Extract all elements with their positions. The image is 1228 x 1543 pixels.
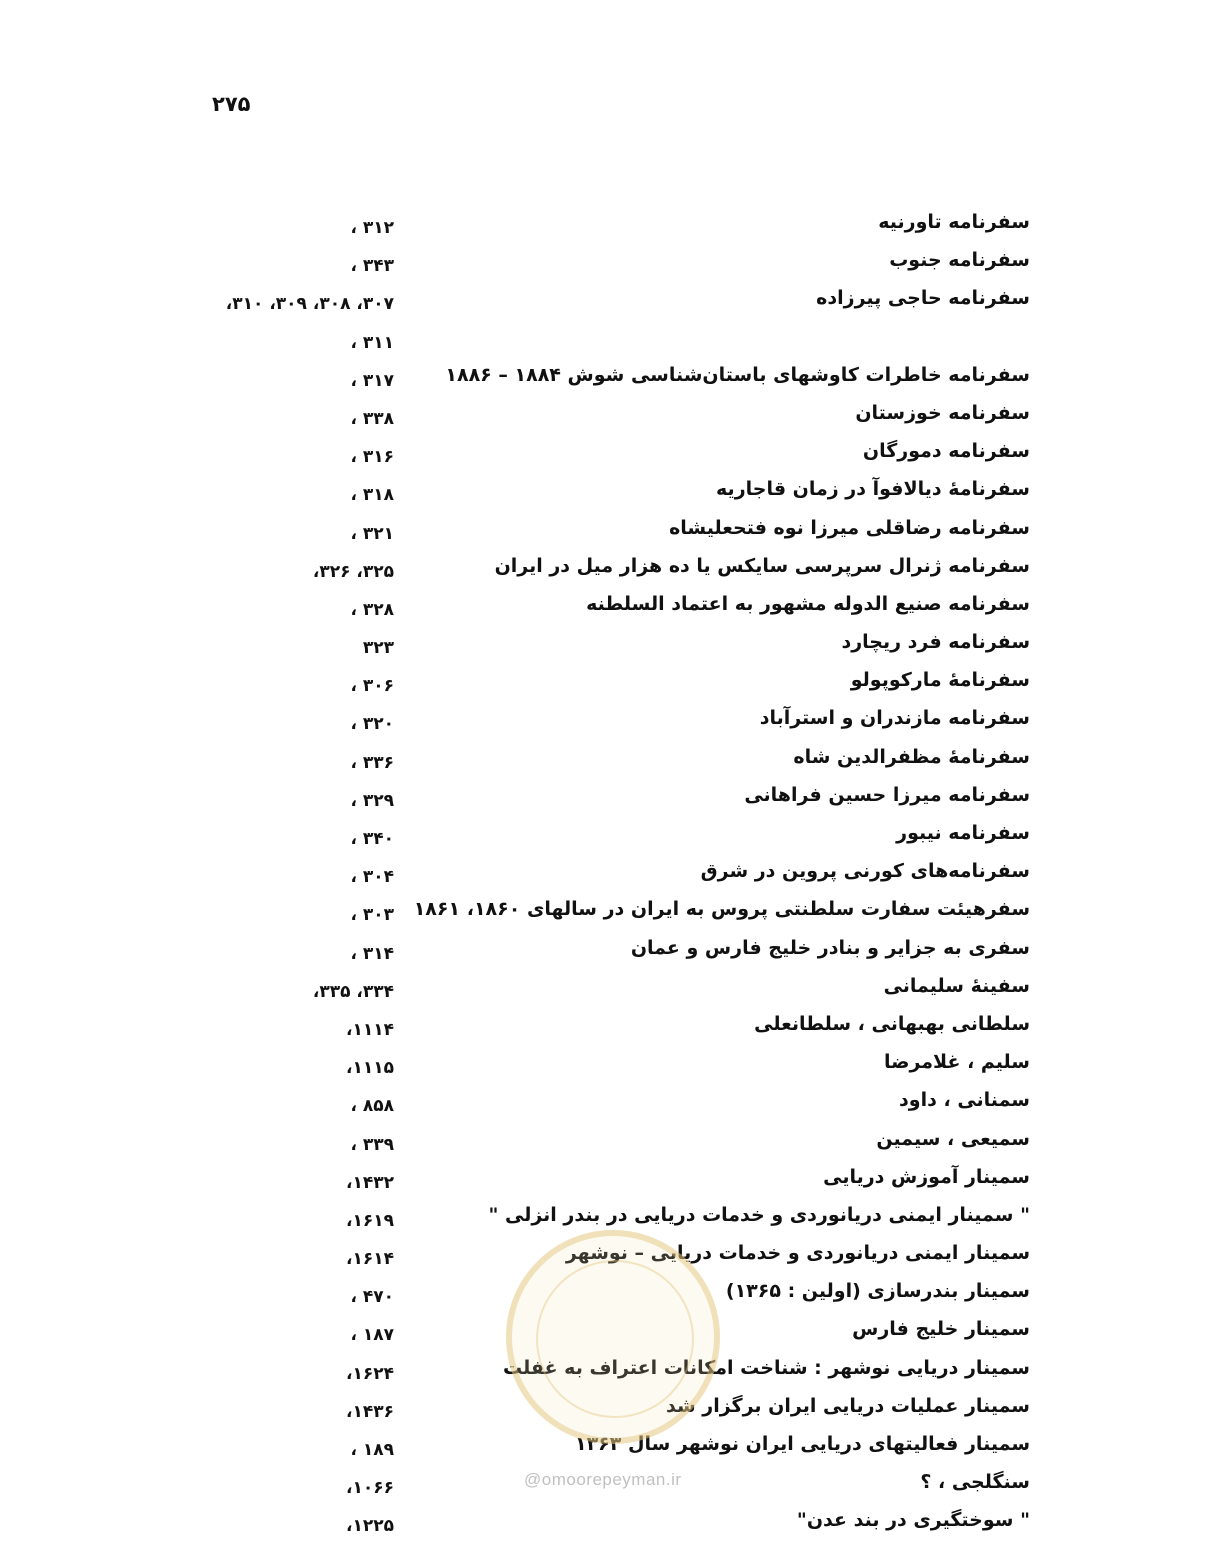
entry-page-numbers: ۴۷۰ ، <box>350 1287 394 1308</box>
index-entry <box>0 550 1228 588</box>
entry-title: سفرنامهٔ دیالافوآ در زمان قاجاریه <box>716 478 1030 501</box>
index-entry <box>0 1390 1228 1428</box>
entry-page-numbers: ۱۰۶۶، <box>346 1478 394 1499</box>
index-entry <box>0 817 1228 855</box>
index-entry <box>0 1504 1228 1542</box>
entry-title: سفرنامه صنیع الدوله مشهور به اعتماد السلطنه <box>586 592 1030 615</box>
entry-page-numbers: ۳۱۲ ، <box>350 218 394 238</box>
index-entry <box>0 702 1228 740</box>
entry-title: " سمینار ایمنی دریانوردی و خدمات دریایی در بندر انزلی " <box>488 1203 1030 1226</box>
entry-title: سمینار فعالیتهای دریایی ایران نوشهر سال ۱۳۶۳ <box>574 1433 1030 1455</box>
index-entry <box>0 741 1228 779</box>
entry-title: سمنانی ، داود <box>899 1089 1030 1112</box>
entry-page-numbers: ۳۳۴، ۳۳۵، <box>312 981 394 1002</box>
index-entry <box>0 588 1228 626</box>
entry-title: سلیم ، غلامرضا <box>883 1051 1030 1074</box>
entry-page-numbers: ۳۰۳ ، <box>350 905 394 926</box>
index-entry <box>0 244 1228 282</box>
index-entry <box>0 1237 1228 1275</box>
entry-page-numbers: ۱۴۳۶، <box>346 1401 394 1422</box>
index-entry <box>0 779 1228 817</box>
entry-page-numbers: ۳۲۹ ، <box>350 790 394 811</box>
entry-title: سفرنامهٔ مظفرالدین شاه <box>793 745 1030 768</box>
index-entry <box>0 1199 1228 1237</box>
entry-title: سنگلجی ، ؟ <box>920 1471 1030 1494</box>
entry-page-numbers: ۳۲۵، ۳۲۶، <box>312 561 394 582</box>
entry-page-numbers: ۱۶۱۹، <box>346 1210 394 1231</box>
index-entry <box>0 397 1228 435</box>
entry-title: " سوختگیری در بند عدن" <box>796 1509 1030 1532</box>
entry-title: سفینهٔ سلیمانی <box>883 974 1030 997</box>
entry-page-numbers: ۱۸۹ ، <box>350 1440 394 1460</box>
entry-title: سفرنامه تاورنیه <box>878 211 1030 233</box>
entry-page-numbers: ۸۵۸ ، <box>350 1096 394 1117</box>
entry-page-numbers: ۳۲۳ <box>362 638 394 659</box>
entry-page-numbers: ۳۱۶ ، <box>350 447 394 468</box>
entry-title: سفرنامه رضاقلی میرزا نوه فتحعلیشاه <box>669 516 1030 539</box>
entry-title: سمینار آموزش دریایی <box>823 1165 1030 1188</box>
index-entry <box>0 1352 1228 1390</box>
page-number: ۲۷۵ <box>212 92 251 116</box>
index-entry <box>0 512 1228 550</box>
index-entry <box>0 1046 1228 1084</box>
entry-title: سمینار خلیج فارس <box>852 1318 1030 1341</box>
entry-title: سفرنامه دمورگان <box>862 440 1030 463</box>
entry-title: سفرنامه خوزستان <box>855 401 1030 424</box>
entry-page-numbers: ۳۳۸ ، <box>350 408 394 429</box>
entry-page-numbers: ۱۸۷ ، <box>350 1325 394 1346</box>
entry-page-numbers: ۱۱۱۴، <box>346 1019 394 1040</box>
index-entry <box>0 473 1228 511</box>
index-entry <box>0 855 1228 893</box>
index-entry <box>0 1313 1228 1351</box>
index-entry <box>0 206 1228 244</box>
entry-title: سفرنامه فرد ریچارد <box>841 631 1030 654</box>
entry-page-numbers: ۳۱۷ ، <box>350 370 394 391</box>
index-entry <box>0 1428 1228 1466</box>
entry-page-numbers: ۳۴۳ ، <box>350 256 394 277</box>
entry-title: سلطانی بهبهانی ، سلطانعلی <box>754 1012 1030 1035</box>
entry-title: سفرنامه حاجی پیرزاده <box>816 287 1030 310</box>
index-entry <box>0 435 1228 473</box>
entry-title: سمینار بندرسازی (اولین : ۱۳۶۵) <box>725 1280 1030 1303</box>
entry-title: سفرهیئت سفارت سلطنتی پروس به ایران در سالهای ۱۸۶۰، ۱۸۶۱ <box>413 898 1030 921</box>
entry-title: سفرنامه مازندران و استرآباد <box>759 707 1030 730</box>
index-entry <box>0 1084 1228 1122</box>
index-entry <box>0 359 1228 397</box>
entry-page-numbers: ۱۴۳۲، <box>346 1172 394 1193</box>
index-entry <box>0 664 1228 702</box>
entry-page-numbers: ۳۰۶ ، <box>350 676 394 697</box>
entry-title: سفرنامه نیبور <box>896 822 1030 844</box>
index-list <box>0 206 1228 1543</box>
index-entry <box>0 893 1228 931</box>
entry-page-numbers: ۱۱۱۵، <box>346 1058 394 1079</box>
entry-page-numbers: ۳۲۰ ، <box>350 714 394 735</box>
entry-page-numbers: ۳۲۱ ، <box>350 523 394 544</box>
entry-title: سفرنامه‌های کورنی پروین در شرق <box>700 860 1030 883</box>
index-entry <box>0 1275 1228 1313</box>
entry-page-numbers: ۱۶۱۴، <box>346 1249 394 1270</box>
entry-title: سفری به جزایر و بنادر خلیج فارس و عمان <box>630 936 1030 959</box>
entry-title: سفرنامهٔ مارکوپولو <box>850 669 1030 692</box>
index-entry <box>0 970 1228 1008</box>
index-entry <box>0 626 1228 664</box>
entry-title: سمینار دریایی نوشهر : شناخت امکانات اعتراف به غفلت <box>503 1356 1030 1379</box>
entry-page-numbers: ۳۰۷، ۳۰۸، ۳۰۹، ۳۱۰، <box>225 294 394 315</box>
entry-title: سفرنامه جنوب <box>889 249 1030 272</box>
entry-page-numbers: ۳۰۴ ، <box>350 867 394 888</box>
index-entry <box>0 1123 1228 1161</box>
index-entry <box>0 1161 1228 1199</box>
entry-title: سمینار عملیات دریایی ایران برگزار شد <box>666 1394 1030 1417</box>
entry-page-numbers: ۳۳۶ ، <box>350 752 394 773</box>
index-entry <box>0 1008 1228 1046</box>
entry-title: سفرنامه ژنرال سرپرسی سایکس یا ده هزار میل در ایران <box>494 554 1030 577</box>
index-entry <box>0 932 1228 970</box>
watermark-site-text: @omoorepeyman.ir <box>524 1470 682 1489</box>
entry-title: سمینار ایمنی دریانوردی و خدمات دریایی – نوشهر <box>565 1242 1030 1265</box>
entry-page-numbers: ۳۱۱ ، <box>350 332 394 353</box>
entry-page-numbers: ۳۳۹ ، <box>350 1134 394 1155</box>
entry-title: سفرنامه میرزا حسین فراهانی <box>744 783 1030 806</box>
entry-title: سفرنامه خاطرات کاوشهای باستان‌شناسی شوش ۱۸۸۴ – ۱۸۸۶ <box>445 363 1030 386</box>
index-entry <box>0 282 1228 320</box>
entry-page-numbers: ۳۴۰ ، <box>350 829 394 849</box>
entry-page-numbers: ۱۶۲۴، <box>346 1363 394 1384</box>
entry-page-numbers: ۱۲۲۵، <box>346 1516 394 1537</box>
entry-title: سمیعی ، سیمین <box>876 1127 1030 1150</box>
index-entry <box>0 321 1228 359</box>
entry-page-numbers: ۳۱۴ ، <box>350 943 394 964</box>
entry-page-numbers: ۳۲۸ ، <box>350 599 394 620</box>
entry-page-numbers: ۳۱۸ ، <box>350 485 394 506</box>
